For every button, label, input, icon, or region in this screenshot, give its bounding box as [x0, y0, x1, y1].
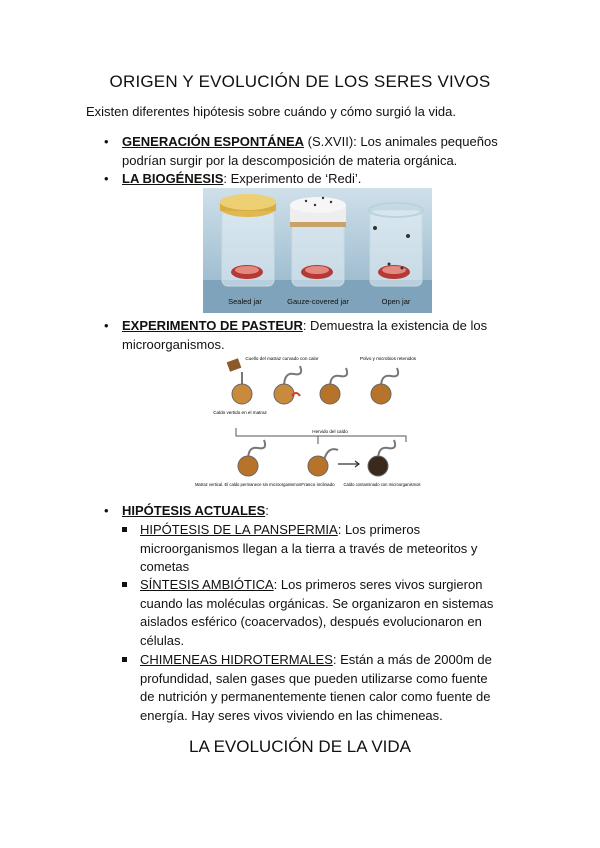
subbullet-term: HIPÓTESIS DE LA PANSPERMIA — [140, 522, 338, 537]
gauze-jar-label: Gauze-covered jar — [287, 297, 349, 306]
bullet-term: LA BIOGÉNESIS — [122, 171, 224, 186]
label-tilted: Frasco inclinado — [301, 482, 335, 487]
label-boiled: Hervido del caldo — [312, 429, 348, 434]
bullet-biogenesis — [104, 169, 524, 188]
label-dust: Polvo y microbios retenidos — [359, 356, 417, 361]
open-jar — [369, 203, 423, 286]
sealed-jar-label: Sealed jar — [228, 297, 262, 306]
bullet-dot: • — [104, 503, 109, 518]
redi-experiment-figure — [203, 188, 432, 313]
bullet-term: HIPÓTESIS ACTUALES — [122, 503, 266, 518]
label-poured: Caldo vertido en el matraz — [213, 410, 267, 415]
subbullet-hydrothermal-vents — [122, 651, 500, 725]
subbullet-text: : Están a más de 2000m de profundidad, salen gases que pueden utilizarse como fuente de nutrición y permanentemente tienen calor como fuente de energía. Hay seres vivos viviendo en las chimeneas. — [140, 652, 492, 723]
pasteur-experiment-figure — [194, 352, 421, 498]
square-bullet — [122, 582, 127, 587]
bullet-pasteur — [104, 316, 524, 354]
intro-text: Existen diferentes hipótesis sobre cuándo y cómo surgió la vida. — [86, 104, 456, 119]
bullet-dot: • — [104, 171, 109, 186]
subbullet-abiotic-synthesis — [122, 576, 500, 650]
section-subtitle: LA EVOLUCIÓN DE LA VIDA — [188, 737, 412, 756]
subbullet-term: CHIMENEAS HIDROTERMALES — [140, 652, 333, 667]
bullet-dot: • — [104, 318, 109, 333]
subbullet-text: : Los primeros microorganismos llegan a la tierra a través de meteoritos y cometas — [140, 522, 478, 574]
bullet-text: : Demuestra la existencia de los microorganismos. — [122, 318, 488, 352]
page-title: ORIGEN Y EVOLUCIÓN DE LOS SERES VIVOS — [109, 72, 491, 91]
bullet-text: (S.XVII): Los animales pequeños podrían surgir por la descomposición de materia orgánica. — [122, 134, 498, 168]
bullet-current-hypotheses — [104, 501, 524, 520]
open-jar-label: Open jar — [381, 297, 411, 306]
subbullet-panspermia — [122, 521, 500, 577]
bullet-text: : — [265, 503, 269, 518]
subbullet-text: : Los primeros seres vivos surgieron cuando las moléculas orgánicas. Se organizaron en sistemas aislados esférico (coacervados), después evolucionaron en células. — [140, 577, 494, 648]
label-contaminated: Caldo contaminado con microorganismos — [343, 482, 421, 487]
square-bullet — [122, 657, 127, 662]
sealed-jar — [220, 194, 276, 286]
subbullet-term: SÍNTESIS AMBIÓTICA — [140, 577, 274, 592]
bullet-text: : Experimento de ‘Redi’. — [223, 171, 362, 186]
label-vertical: Matraz vertical. El caldo permanece sin microorganismos — [194, 482, 302, 487]
gauze-covered-jar — [290, 197, 346, 286]
bullet-term: GENERACIÓN ESPONTÁNEA — [122, 134, 305, 149]
bullet-dot: • — [104, 134, 109, 149]
bullet-term: EXPERIMENTO DE PASTEUR — [122, 318, 303, 333]
bullet-spontaneous-generation — [104, 132, 524, 170]
square-bullet — [122, 527, 127, 532]
label-neck: Cuello del matraz curvado con calor — [245, 356, 319, 361]
